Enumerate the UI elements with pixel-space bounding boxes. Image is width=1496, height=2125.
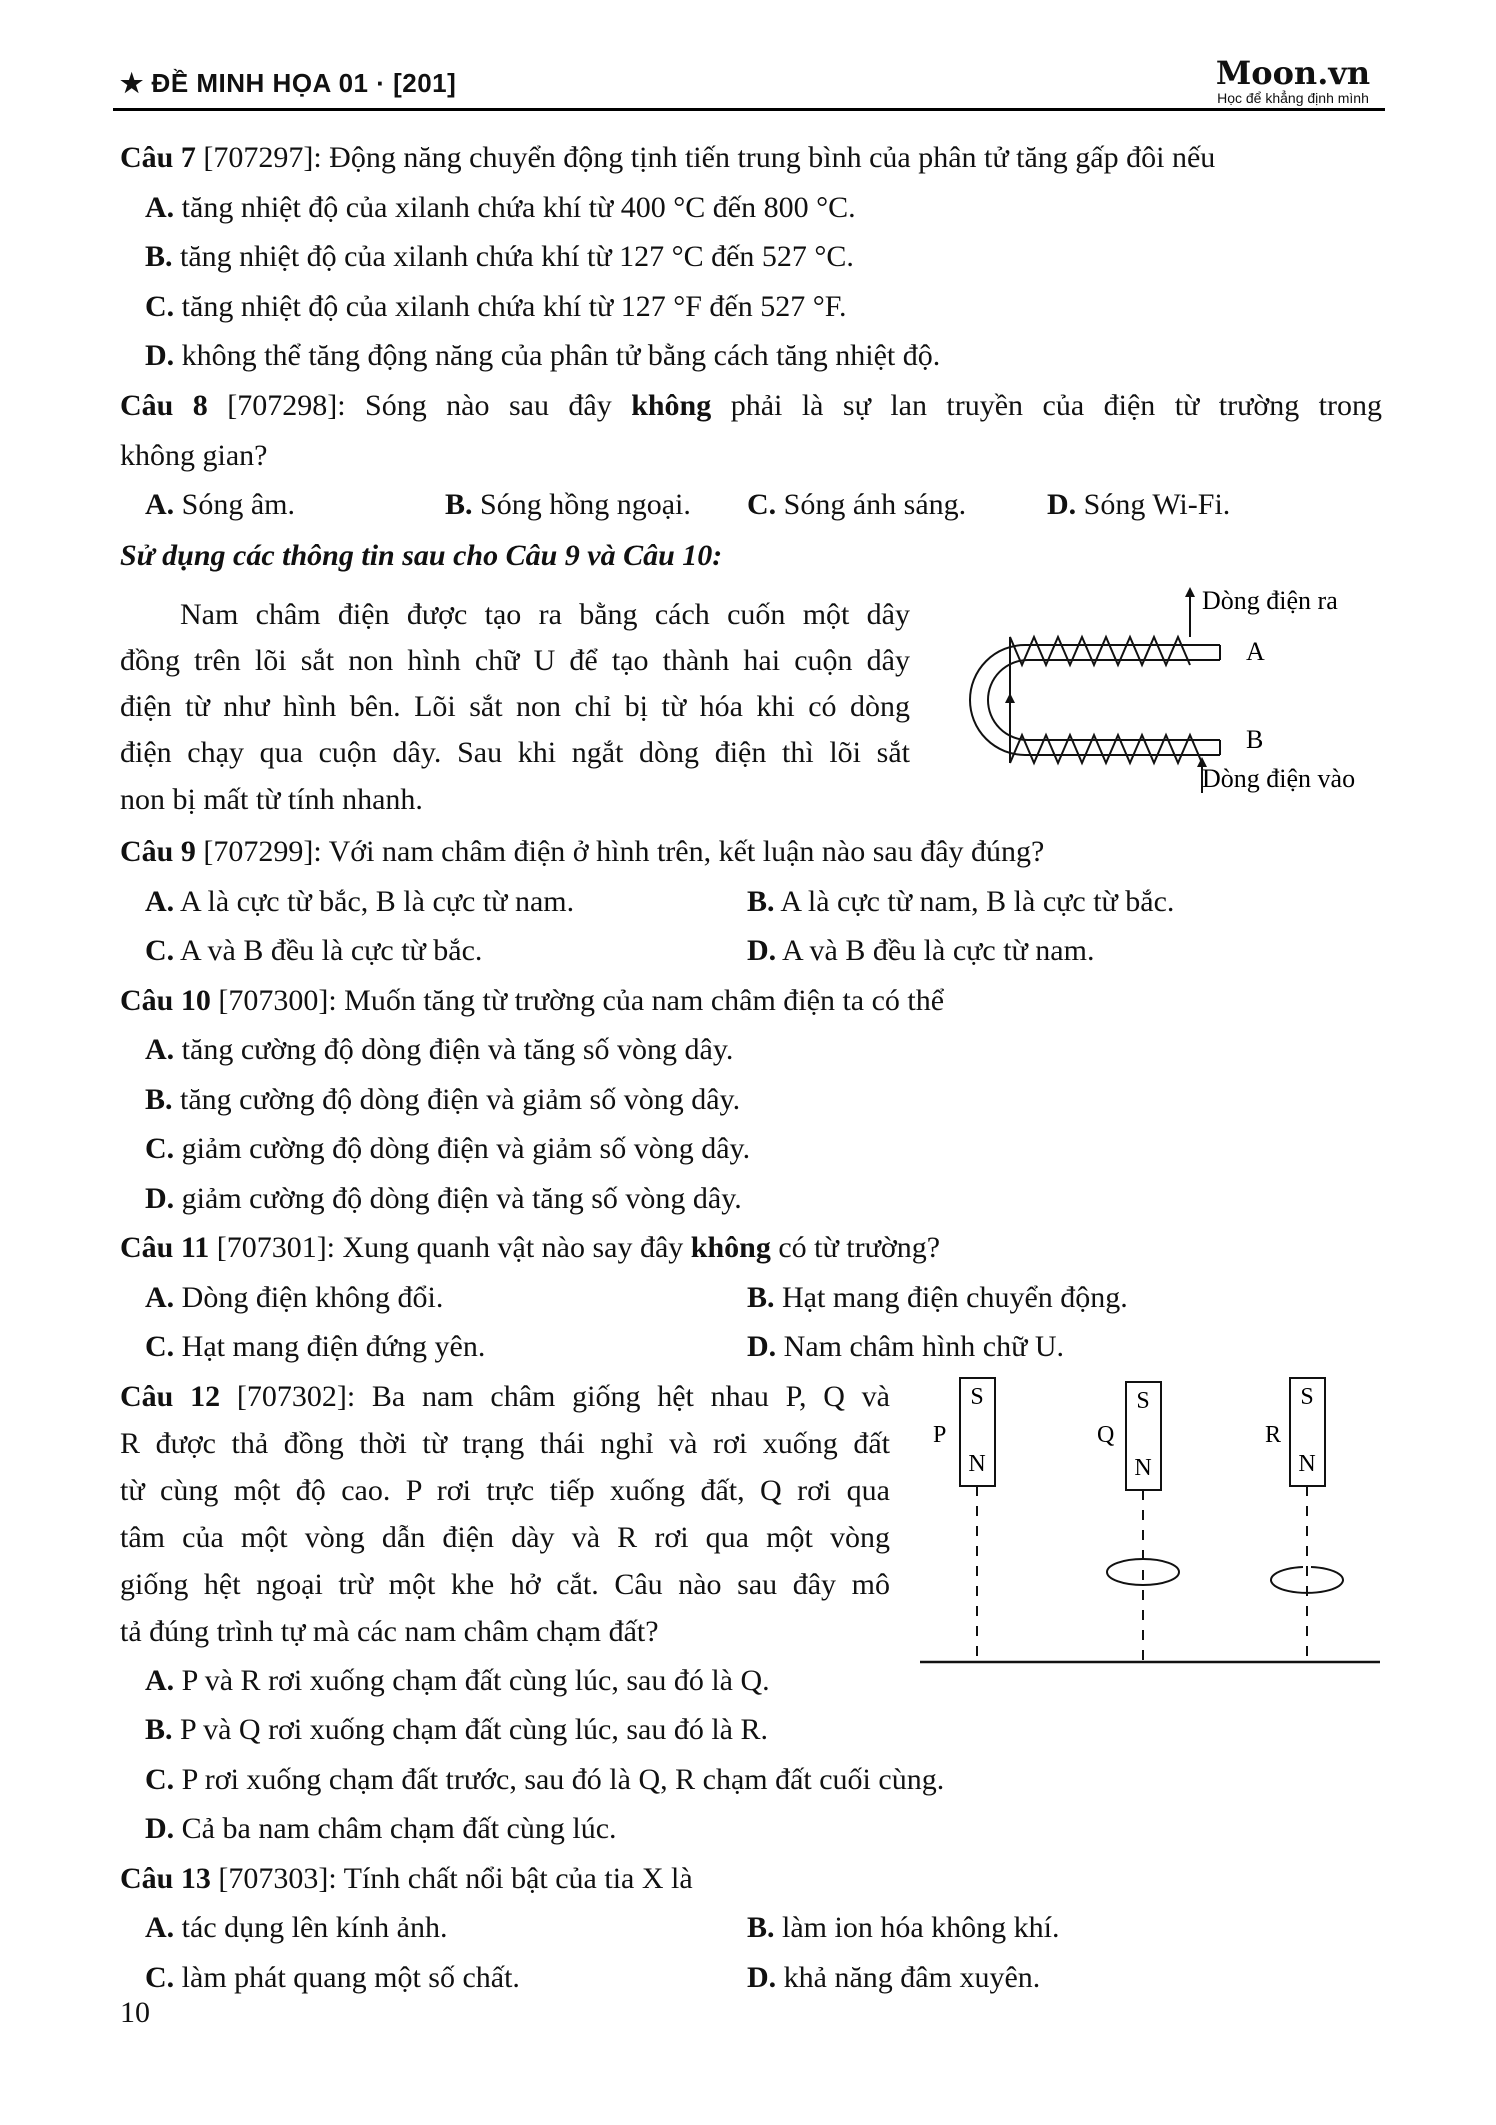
shared-info-line: non bị mất từ tính nhanh. xyxy=(120,783,423,816)
shared-info-line: điện từ như hình bên. Lõi sắt non chỉ bị từ hóa khi có dòng xyxy=(120,690,910,723)
q8-option-a: A. Sóng âm. xyxy=(145,488,296,521)
q12-option-a: A. P và R rơi xuống chạm đất cùng lúc, sau đó là Q. xyxy=(145,1664,770,1697)
q13-stem: Câu 13 [707303]: Tính chất nổi bật của tia X là xyxy=(120,1862,693,1895)
exam-header xyxy=(120,68,456,99)
q13-option-c: C. làm phát quang một số chất. xyxy=(145,1961,520,1994)
exam-title: ĐỀ MINH HỌA 01 · [201] xyxy=(151,68,457,98)
q8-option-b: B. Sóng hồng ngoại. xyxy=(445,488,691,521)
q12-option-d: D. Cả ba nam châm chạm đất cùng lúc. xyxy=(145,1812,617,1845)
electromagnet-figure xyxy=(940,585,1410,805)
label-pole-b: B xyxy=(1246,725,1264,754)
q12-stem-line: tâm của một vòng dẫn điện dày và R rơi qua một vòng xyxy=(120,1521,890,1554)
magnet-p-bottom: N xyxy=(968,1451,986,1477)
magnet-r-bottom: N xyxy=(1298,1451,1316,1477)
q7-option-a: A. tăng nhiệt độ của xilanh chứa khí từ 400 °C đến 800 °C. xyxy=(145,191,856,224)
q10-option-b: B. tăng cường độ dòng điện và giảm số vòng dây. xyxy=(145,1083,741,1116)
q7-text: [707297]: Động năng chuyển động tịnh tiến trung bình của phân tử tăng gấp đôi nếu xyxy=(195,141,1216,174)
q9-option-c: C. A và B đều là cực từ bắc. xyxy=(145,934,483,967)
q9-option-a: A. A là cực từ bắc, B là cực từ nam. xyxy=(145,885,575,918)
arrow-up-icon xyxy=(1185,587,1195,597)
shared-info-line: Nam châm điện được tạo ra bằng cách cuốn một dây xyxy=(180,598,910,631)
q10-option-a: A. tăng cường độ dòng điện và tăng số vòng dây. xyxy=(145,1033,734,1066)
q10-option-d: D. giảm cường độ dòng điện và tăng số vòng dây. xyxy=(145,1182,742,1215)
q13-option-b: B. làm ion hóa không khí. xyxy=(747,1911,1060,1944)
star-icon: ★ xyxy=(120,68,144,98)
brand-block xyxy=(1203,56,1383,106)
q9-option-d: D. A và B đều là cực từ nam. xyxy=(747,934,1095,967)
brand-logo: Moon.vn xyxy=(1215,54,1371,92)
magnet-q-bottom: N xyxy=(1134,1455,1152,1481)
q11-option-b: B. Hạt mang điện chuyển động. xyxy=(747,1281,1128,1314)
q12-stem-line: R được thả đồng thời từ trạng thái nghỉ và rơi xuống đất xyxy=(120,1427,890,1460)
magnet-r-top: S xyxy=(1300,1384,1314,1410)
arrow-up-icon xyxy=(1005,693,1015,703)
falling-magnets-figure xyxy=(915,1370,1385,1675)
q13-option-d: D. khả năng đâm xuyên. xyxy=(747,1961,1041,1994)
brand-tagline: Học để khẳng định mình xyxy=(1217,90,1369,106)
q8-option-d: D. Sóng Wi-Fi. xyxy=(1047,488,1231,521)
q13-option-a: A. tác dụng lên kính ảnh. xyxy=(145,1911,448,1944)
q8-stem: Câu 8 [707298]: Sóng nào sau đây không phải là sự lan truyền của điện từ trường trong xyxy=(120,389,1382,422)
q12-stem: Câu 12 [707302]: Ba nam châm giống hệt nhau P, Q và xyxy=(120,1380,890,1413)
label-current-out: Dòng điện ra xyxy=(1202,586,1338,615)
magnet-r-label: R xyxy=(1265,1422,1282,1448)
q11-option-d: D. Nam châm hình chữ U. xyxy=(747,1330,1065,1363)
q7-option-c: C. tăng nhiệt độ của xilanh chứa khí từ 127 °F đến 527 °F. xyxy=(145,290,847,323)
u-core-inner xyxy=(988,660,1220,740)
q7-label: Câu 7 xyxy=(120,141,196,174)
label-pole-a: A xyxy=(1246,637,1265,666)
magnet-q-label: Q xyxy=(1097,1422,1115,1448)
q10-stem: Câu 10 [707300]: Muốn tăng từ trường của nam châm điện ta có thể xyxy=(120,984,945,1017)
shared-info-line: điện chạy qua cuộn dây. Sau khi ngắt dòng điện thì lõi sắt xyxy=(120,736,910,769)
shared-info-line: đồng trên lõi sắt non hình chữ U để tạo thành hai cuộn dây xyxy=(120,644,910,677)
q10-option-c: C. giảm cường độ dòng điện và giảm số vòng dây. xyxy=(145,1132,751,1165)
label-current-in: Dòng điện vào xyxy=(1202,764,1356,793)
q12-stem-line: giống hệt ngoại trừ một khe hở cắt. Câu nào sau đây mô xyxy=(120,1568,890,1601)
q12-stem-line: tả đúng trình tự mà các nam châm chạm đất? xyxy=(120,1615,659,1648)
q12-option-c: C. P rơi xuống chạm đất trước, sau đó là Q, R chạm đất cuối cùng. xyxy=(145,1763,945,1796)
page-number: 10 xyxy=(120,1996,150,2029)
q9-option-b: B. A là cực từ nam, B là cực từ bắc. xyxy=(747,885,1175,918)
q11-stem: Câu 11 [707301]: Xung quanh vật nào say đây không có từ trường? xyxy=(120,1231,941,1264)
magnet-p-top: S xyxy=(970,1384,984,1410)
q12-option-b: B. P và Q rơi xuống chạm đất cùng lúc, sau đó là R. xyxy=(145,1713,768,1746)
q12-stem-line: từ cùng một độ cao. P rơi trực tiếp xuống đất, Q rơi qua xyxy=(120,1474,890,1507)
header-rule xyxy=(113,108,1385,111)
shared-info-title: Sử dụng các thông tin sau cho Câu 9 và Câu 10: xyxy=(120,539,723,572)
q7-stem xyxy=(120,140,1215,176)
q7-option-d: D. không thể tăng động năng của phân tử bằng cách tăng nhiệt độ. xyxy=(145,339,941,372)
q8-option-c: C. Sóng ánh sáng. xyxy=(747,488,967,521)
q7-option-b: B. tăng nhiệt độ của xilanh chứa khí từ 127 °C đến 527 °C. xyxy=(145,240,854,273)
magnet-q-top: S xyxy=(1136,1388,1150,1414)
q11-option-c: C. Hạt mang điện đứng yên. xyxy=(145,1330,486,1363)
q9-stem: Câu 9 [707299]: Với nam châm điện ở hình trên, kết luận nào sau đây đúng? xyxy=(120,835,1045,868)
q11-option-a: A. Dòng điện không đổi. xyxy=(145,1281,444,1314)
q8-stem-line2: không gian? xyxy=(120,439,268,472)
magnet-p-label: P xyxy=(933,1422,947,1448)
